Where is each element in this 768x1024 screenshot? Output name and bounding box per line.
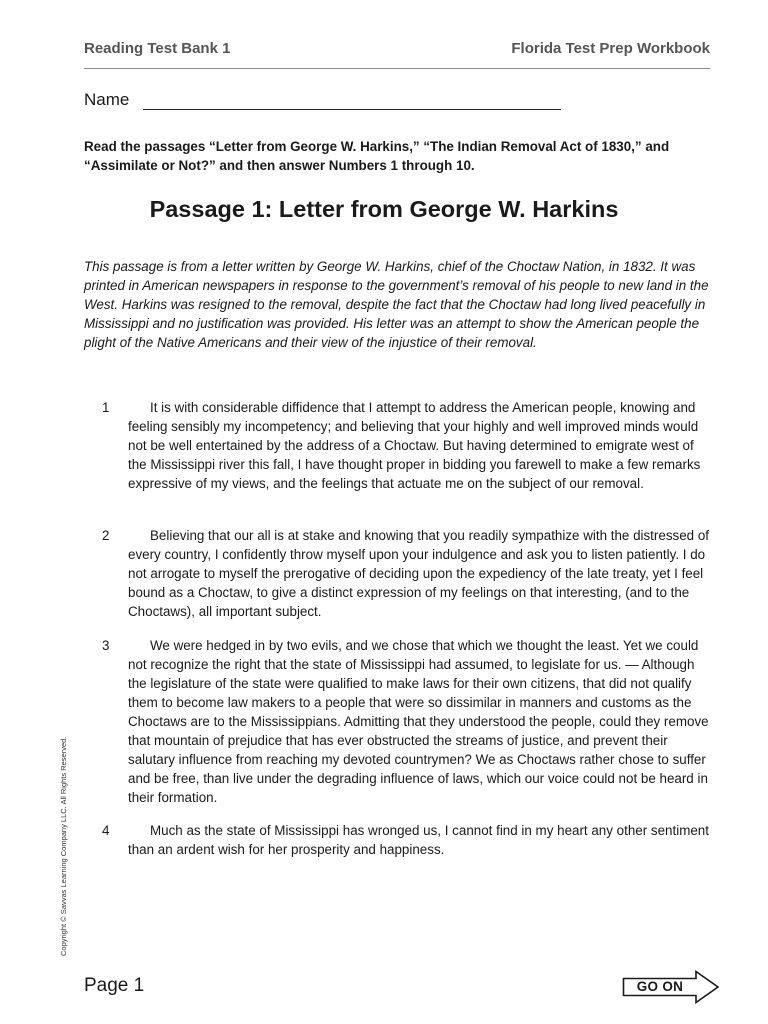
copyright-notice: Copyright © Savvas Learning Company LLC. All Rights Reserved. — [59, 736, 68, 956]
go-on-button[interactable] — [622, 970, 720, 1004]
instructions: Read the passages “Letter from George W. Harkins,” “The Indian Removal Act of 1830,” and “Assimilate or Not?” and then answer Numbers 1 through 10. — [84, 139, 670, 173]
paragraph-number: 1 — [102, 400, 110, 415]
paragraph-4 — [102, 821, 714, 859]
passage-intro: This passage is from a letter written by George W. Harkins, chief of the Choctaw Nation, in 1832. It was printed in American newspapers in response to the government’s removal of his people to new land in the West. Harkins was resigned to the removal, despite the fact that the Choctaw had long lived peacefully in Mississippi and no justification was provided. His letter was an attempt to show the American people the plight of the Native Americans and their view of the injustice of their removal. — [84, 259, 709, 350]
paragraph-number: 3 — [102, 638, 110, 653]
paragraph-2 — [102, 526, 714, 621]
name-row — [84, 90, 561, 110]
name-label: Name — [84, 90, 130, 109]
paragraph-text: Much as the state of Mississippi has wronged us, I cannot find in my heart any other sentiment than an ardent wish for her prosperity and happiness. — [128, 823, 709, 857]
page-header — [84, 40, 710, 69]
page-number: Page 1 — [84, 975, 145, 996]
paragraph-text: Believing that our all is at stake and knowing that you readily sympathize with the distressed of every country, I confidently throw myself upon your indulgence and ask you to listen patiently. I do not arrogate to myself the prerogative of deciding upon the expediency of the late treaty, yet I feel bound as a Choctaw, to give a distinct expression of my feelings on that interesting, (and to the Choctaws), all important subject. — [128, 528, 709, 619]
header-right-title: Florida Test Prep Workbook — [511, 40, 710, 57]
go-on-label: GO ON — [636, 979, 684, 994]
paragraph-text: We were hedged in by two evils, and we chose that which we thought the least. Yet we could not recognize the right that the state of Mississippi had assumed, to legislate for us. — Although the legislature of the state were qualified to make laws for their own citizens, that did not qualify them to become law makers to a people that were so dissimilar in manners and customs as the Choctaws are to the Mississippians. Admitting that they understood the people, could they remove that mountain of prejudice that has ever obstructed the streams of justice, and prevent their salutary influence from reaching my devoted countrymen? We as Choctaws rather chose to suffer and be free, than live under the degrading influence of laws, which our voice could not be heard in their formation. — [128, 638, 709, 805]
paragraph-text: It is with considerable diffidence that I attempt to address the American people, knowing and feeling sensibly my incompetency; and believing that your highly and well improved minds would not be well entertained by the address of a Choctaw. But having determined to emigrate west of the Mississippi river this fall, I have thought proper in bidding you farewell to make a few remarks expressive of my views, and the feelings that actuate me on the subject of our removal. — [128, 400, 701, 491]
paragraph-number: 2 — [102, 528, 110, 543]
name-field[interactable] — [143, 93, 561, 110]
paragraph-1 — [102, 398, 714, 493]
paragraph-3 — [102, 636, 714, 807]
header-left-title: Reading Test Bank 1 — [84, 40, 231, 57]
passage-title: Passage 1: Letter from George W. Harkins — [149, 196, 619, 222]
paragraph-number: 4 — [102, 823, 110, 838]
